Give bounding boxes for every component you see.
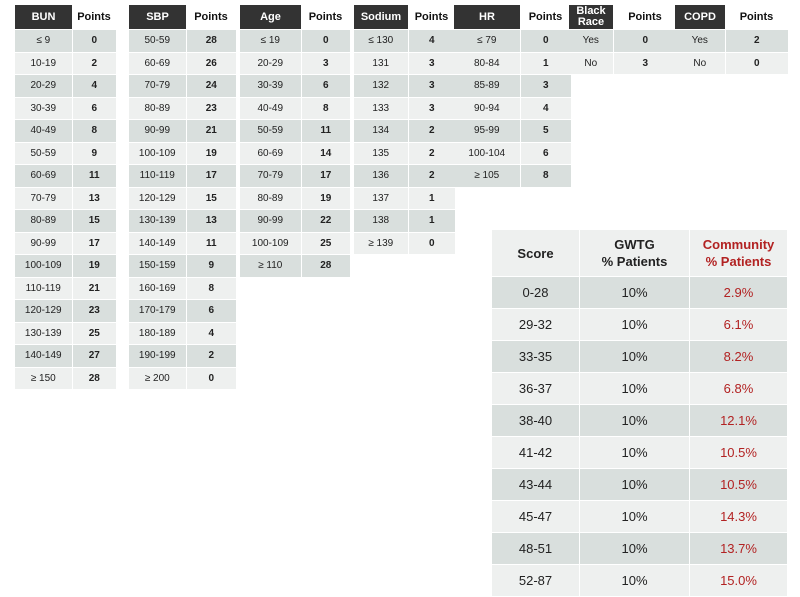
gwtg-header	[580, 230, 690, 277]
range-cell: 136	[354, 165, 408, 188]
points-cell: 1	[408, 210, 455, 233]
range-cell: ≤ 9	[15, 30, 72, 53]
range-cell: 135	[354, 142, 408, 165]
table-row	[129, 367, 236, 390]
range-cell: 30-39	[15, 97, 72, 120]
gwtg-cell: 10%	[580, 437, 690, 469]
range-cell: 60-69	[240, 142, 301, 165]
points-cell: 25	[301, 232, 350, 255]
community-cell: 8.2%	[690, 341, 788, 373]
table-row	[354, 75, 455, 98]
column-header-points: Points	[408, 5, 455, 30]
gwtg-cell: 10%	[580, 405, 690, 437]
table-row	[354, 232, 455, 255]
table-row	[15, 187, 116, 210]
table-row	[15, 75, 116, 98]
range-cell: 110-119	[129, 165, 186, 188]
points-table-black-race	[569, 5, 677, 75]
table-row	[129, 142, 236, 165]
gwtg-cell: 10%	[580, 373, 690, 405]
range-cell: 20-29	[15, 75, 72, 98]
table-row	[454, 52, 571, 75]
range-cell: 70-79	[15, 187, 72, 210]
points-cell: 3	[408, 97, 455, 120]
community-cell: 6.1%	[690, 309, 788, 341]
points-cell: 8	[186, 277, 236, 300]
column-header-points: Points	[520, 5, 571, 30]
range-cell: No	[569, 52, 613, 75]
points-cell: 2	[72, 52, 116, 75]
2-line: % Patients	[705, 254, 772, 269]
points-table-hr	[454, 5, 571, 188]
table-row	[454, 120, 571, 143]
table-row	[240, 97, 350, 120]
score-table-header	[492, 230, 788, 277]
gwtg-cell: 10%	[580, 565, 690, 597]
points-cell: 24	[186, 75, 236, 98]
gwtg-cell: 10%	[580, 501, 690, 533]
range-cell: 132	[354, 75, 408, 98]
points-table-copd	[675, 5, 788, 75]
table-row	[240, 255, 350, 278]
column-header-label: BUN	[15, 5, 72, 30]
table-row	[15, 232, 116, 255]
table-row	[129, 345, 236, 368]
points-cell: 23	[72, 300, 116, 323]
range-cell: 10-19	[15, 52, 72, 75]
range-cell: No	[675, 52, 725, 75]
points-cell: 13	[72, 187, 116, 210]
range-cell: 131	[354, 52, 408, 75]
range-cell: ≥ 110	[240, 255, 301, 278]
table-row	[15, 255, 116, 278]
points-cell: 2	[725, 30, 788, 53]
range-cell: 50-59	[240, 120, 301, 143]
score-cell: 43-44	[492, 469, 580, 501]
community-cell: 15.0%	[690, 565, 788, 597]
score-cell: 36-37	[492, 373, 580, 405]
table-row	[454, 165, 571, 188]
score-row	[492, 437, 788, 469]
range-cell: ≤ 79	[454, 30, 520, 53]
table-row	[15, 210, 116, 233]
table-row	[15, 142, 116, 165]
points-cell: 17	[301, 165, 350, 188]
score-cell: 41-42	[492, 437, 580, 469]
score-table	[491, 229, 788, 597]
table-row	[129, 165, 236, 188]
points-cell: 2	[408, 120, 455, 143]
table-row	[454, 75, 571, 98]
range-cell: 60-69	[129, 52, 186, 75]
score-header: Score	[492, 230, 580, 277]
points-cell: 6	[520, 142, 571, 165]
points-cell: 6	[186, 300, 236, 323]
points-cell: 2	[408, 142, 455, 165]
range-cell: 160-169	[129, 277, 186, 300]
score-row	[492, 341, 788, 373]
score-row	[492, 309, 788, 341]
column-header-label: Age	[240, 5, 301, 30]
points-cell: 15	[72, 210, 116, 233]
range-cell: 140-149	[15, 345, 72, 368]
points-cell: 3	[408, 52, 455, 75]
column-header-points: Points	[72, 5, 116, 30]
table-row	[354, 52, 455, 75]
range-cell: 133	[354, 97, 408, 120]
points-cell: 11	[301, 120, 350, 143]
table-row	[240, 187, 350, 210]
range-cell: 120-129	[15, 300, 72, 323]
points-cell: 23	[186, 97, 236, 120]
table-row	[354, 210, 455, 233]
table-row	[129, 52, 236, 75]
range-cell: 85-89	[454, 75, 520, 98]
range-cell: 50-59	[15, 142, 72, 165]
table-row	[129, 210, 236, 233]
table-row	[15, 165, 116, 188]
table-row	[675, 30, 788, 53]
points-cell: 3	[520, 75, 571, 98]
2-line: Community	[702, 237, 775, 252]
table-row	[129, 277, 236, 300]
range-cell: 100-109	[240, 232, 301, 255]
table-row	[675, 52, 788, 75]
column-header-label: COPD	[675, 5, 725, 30]
range-cell: 70-79	[240, 165, 301, 188]
gwtg-cell: 10%	[580, 533, 690, 565]
table-row	[15, 300, 116, 323]
points-cell: 28	[186, 30, 236, 53]
points-cell: 21	[72, 277, 116, 300]
table-row	[15, 52, 116, 75]
table-row	[129, 75, 236, 98]
points-cell: 11	[186, 232, 236, 255]
table-row	[129, 120, 236, 143]
points-cell: 9	[72, 142, 116, 165]
community-cell: 10.5%	[690, 469, 788, 501]
range-cell: 134	[354, 120, 408, 143]
range-cell: 170-179	[129, 300, 186, 323]
range-cell: 80-84	[454, 52, 520, 75]
column-header-label: Black Race	[569, 5, 613, 30]
column-header-points: Points	[613, 5, 677, 30]
score-row	[492, 501, 788, 533]
score-cell: 52-87	[492, 565, 580, 597]
table-row	[240, 210, 350, 233]
points-cell: 21	[186, 120, 236, 143]
range-cell: Yes	[569, 30, 613, 53]
points-cell: 8	[72, 120, 116, 143]
range-cell: 150-159	[129, 255, 186, 278]
table-row	[454, 97, 571, 120]
points-cell: 8	[301, 97, 350, 120]
table-row	[15, 97, 116, 120]
range-cell: 80-89	[129, 97, 186, 120]
score-cell: 45-47	[492, 501, 580, 533]
table-row	[15, 322, 116, 345]
range-cell: ≥ 150	[15, 367, 72, 390]
points-cell: 9	[186, 255, 236, 278]
column-header-label: SBP	[129, 5, 186, 30]
table-row	[240, 165, 350, 188]
range-cell: 80-89	[15, 210, 72, 233]
points-cell: 17	[72, 232, 116, 255]
range-cell: 80-89	[240, 187, 301, 210]
points-cell: 0	[520, 30, 571, 53]
range-cell: 137	[354, 187, 408, 210]
table-row	[129, 187, 236, 210]
gwtg-cell: 10%	[580, 309, 690, 341]
table-row	[240, 142, 350, 165]
points-cell: 0	[72, 30, 116, 53]
table-row	[354, 30, 455, 53]
range-cell: 100-109	[15, 255, 72, 278]
range-cell: Yes	[675, 30, 725, 53]
points-table-sodium	[354, 5, 455, 255]
points-cell: 0	[613, 30, 677, 53]
points-cell: 0	[725, 52, 788, 75]
gwtg-cell: 10%	[580, 341, 690, 373]
table-row	[454, 142, 571, 165]
gwtg-cell: 10%	[580, 469, 690, 501]
score-row	[492, 469, 788, 501]
points-cell: 13	[186, 210, 236, 233]
points-cell: 0	[186, 367, 236, 390]
table-row	[15, 120, 116, 143]
score-row	[492, 405, 788, 437]
points-cell: 1	[408, 187, 455, 210]
range-cell: 95-99	[454, 120, 520, 143]
range-cell: 90-99	[129, 120, 186, 143]
range-cell: 120-129	[129, 187, 186, 210]
score-row	[492, 373, 788, 405]
points-cell: 0	[408, 232, 455, 255]
points-cell: 4	[186, 322, 236, 345]
points-cell: 4	[408, 30, 455, 53]
points-cell: 15	[186, 187, 236, 210]
points-cell: 1	[520, 52, 571, 75]
range-cell: 40-49	[15, 120, 72, 143]
table-row	[15, 30, 116, 53]
community-cell: 12.1%	[690, 405, 788, 437]
range-cell: ≤ 19	[240, 30, 301, 53]
score-cell: 0-28	[492, 277, 580, 309]
score-row	[492, 533, 788, 565]
points-cell: 3	[613, 52, 677, 75]
range-cell: 130-139	[129, 210, 186, 233]
table-row	[354, 165, 455, 188]
table-row	[454, 30, 571, 53]
range-cell: 140-149	[129, 232, 186, 255]
points-cell: 19	[186, 142, 236, 165]
community-cell: 10.5%	[690, 437, 788, 469]
points-cell: 19	[301, 187, 350, 210]
community-cell: 13.7%	[690, 533, 788, 565]
table-row	[240, 52, 350, 75]
range-cell: 40-49	[240, 97, 301, 120]
points-cell: 19	[72, 255, 116, 278]
range-cell: 138	[354, 210, 408, 233]
points-cell: 26	[186, 52, 236, 75]
1-line: GWTG	[614, 237, 655, 252]
points-cell: 6	[72, 97, 116, 120]
community-cell: 2.9%	[690, 277, 788, 309]
range-cell: ≤ 130	[354, 30, 408, 53]
range-cell: 100-109	[129, 142, 186, 165]
points-table-sbp	[129, 5, 236, 390]
points-table-bun	[15, 5, 116, 390]
table-row	[15, 277, 116, 300]
column-header-label: HR	[454, 5, 520, 30]
table-row	[354, 120, 455, 143]
table-row	[240, 30, 350, 53]
column-header-points: Points	[186, 5, 236, 30]
range-cell: ≥ 200	[129, 367, 186, 390]
points-cell: 2	[408, 165, 455, 188]
table-row	[129, 97, 236, 120]
points-cell: 4	[72, 75, 116, 98]
range-cell: 70-79	[129, 75, 186, 98]
table-row	[129, 322, 236, 345]
range-cell: 190-199	[129, 345, 186, 368]
table-row	[129, 232, 236, 255]
community-header	[690, 230, 788, 277]
points-cell: 11	[72, 165, 116, 188]
points-cell: 3	[301, 52, 350, 75]
points-cell: 4	[520, 97, 571, 120]
community-cell: 6.8%	[690, 373, 788, 405]
range-cell: 30-39	[240, 75, 301, 98]
table-row	[569, 52, 677, 75]
points-cell: 5	[520, 120, 571, 143]
points-cell: 14	[301, 142, 350, 165]
table-row	[354, 97, 455, 120]
table-row	[129, 30, 236, 53]
range-cell: 90-99	[240, 210, 301, 233]
table-row	[354, 142, 455, 165]
range-cell: 130-139	[15, 322, 72, 345]
range-cell: 20-29	[240, 52, 301, 75]
score-cell: 48-51	[492, 533, 580, 565]
points-cell: 27	[72, 345, 116, 368]
column-header-points: Points	[301, 5, 350, 30]
table-row	[15, 345, 116, 368]
range-cell: 180-189	[129, 322, 186, 345]
table-row	[569, 30, 677, 53]
table-row	[354, 187, 455, 210]
community-cell: 14.3%	[690, 501, 788, 533]
table-row	[15, 367, 116, 390]
range-cell: 90-99	[15, 232, 72, 255]
range-cell: 100-104	[454, 142, 520, 165]
score-row	[492, 277, 788, 309]
points-cell: 22	[301, 210, 350, 233]
column-header-points: Points	[725, 5, 788, 30]
range-cell: ≥ 139	[354, 232, 408, 255]
points-cell: 6	[301, 75, 350, 98]
table-row	[129, 255, 236, 278]
points-cell: 2	[186, 345, 236, 368]
points-cell: 8	[520, 165, 571, 188]
points-cell: 3	[408, 75, 455, 98]
range-cell: 50-59	[129, 30, 186, 53]
gwtg-cell: 10%	[580, 277, 690, 309]
score-cell: 33-35	[492, 341, 580, 373]
range-cell: 90-94	[454, 97, 520, 120]
points-cell: 28	[72, 367, 116, 390]
range-cell: 60-69	[15, 165, 72, 188]
score-cell: 38-40	[492, 405, 580, 437]
points-table-age	[240, 5, 350, 278]
1-line: % Patients	[601, 254, 668, 269]
table-row	[240, 120, 350, 143]
table-row	[240, 232, 350, 255]
range-cell: 110-119	[15, 277, 72, 300]
points-cell: 25	[72, 322, 116, 345]
table-row	[240, 75, 350, 98]
score-cell: 29-32	[492, 309, 580, 341]
score-row	[492, 565, 788, 597]
points-cell: 0	[301, 30, 350, 53]
range-cell: ≥ 105	[454, 165, 520, 188]
points-cell: 17	[186, 165, 236, 188]
column-header-label: Sodium	[354, 5, 408, 30]
points-cell: 28	[301, 255, 350, 278]
table-row	[129, 300, 236, 323]
